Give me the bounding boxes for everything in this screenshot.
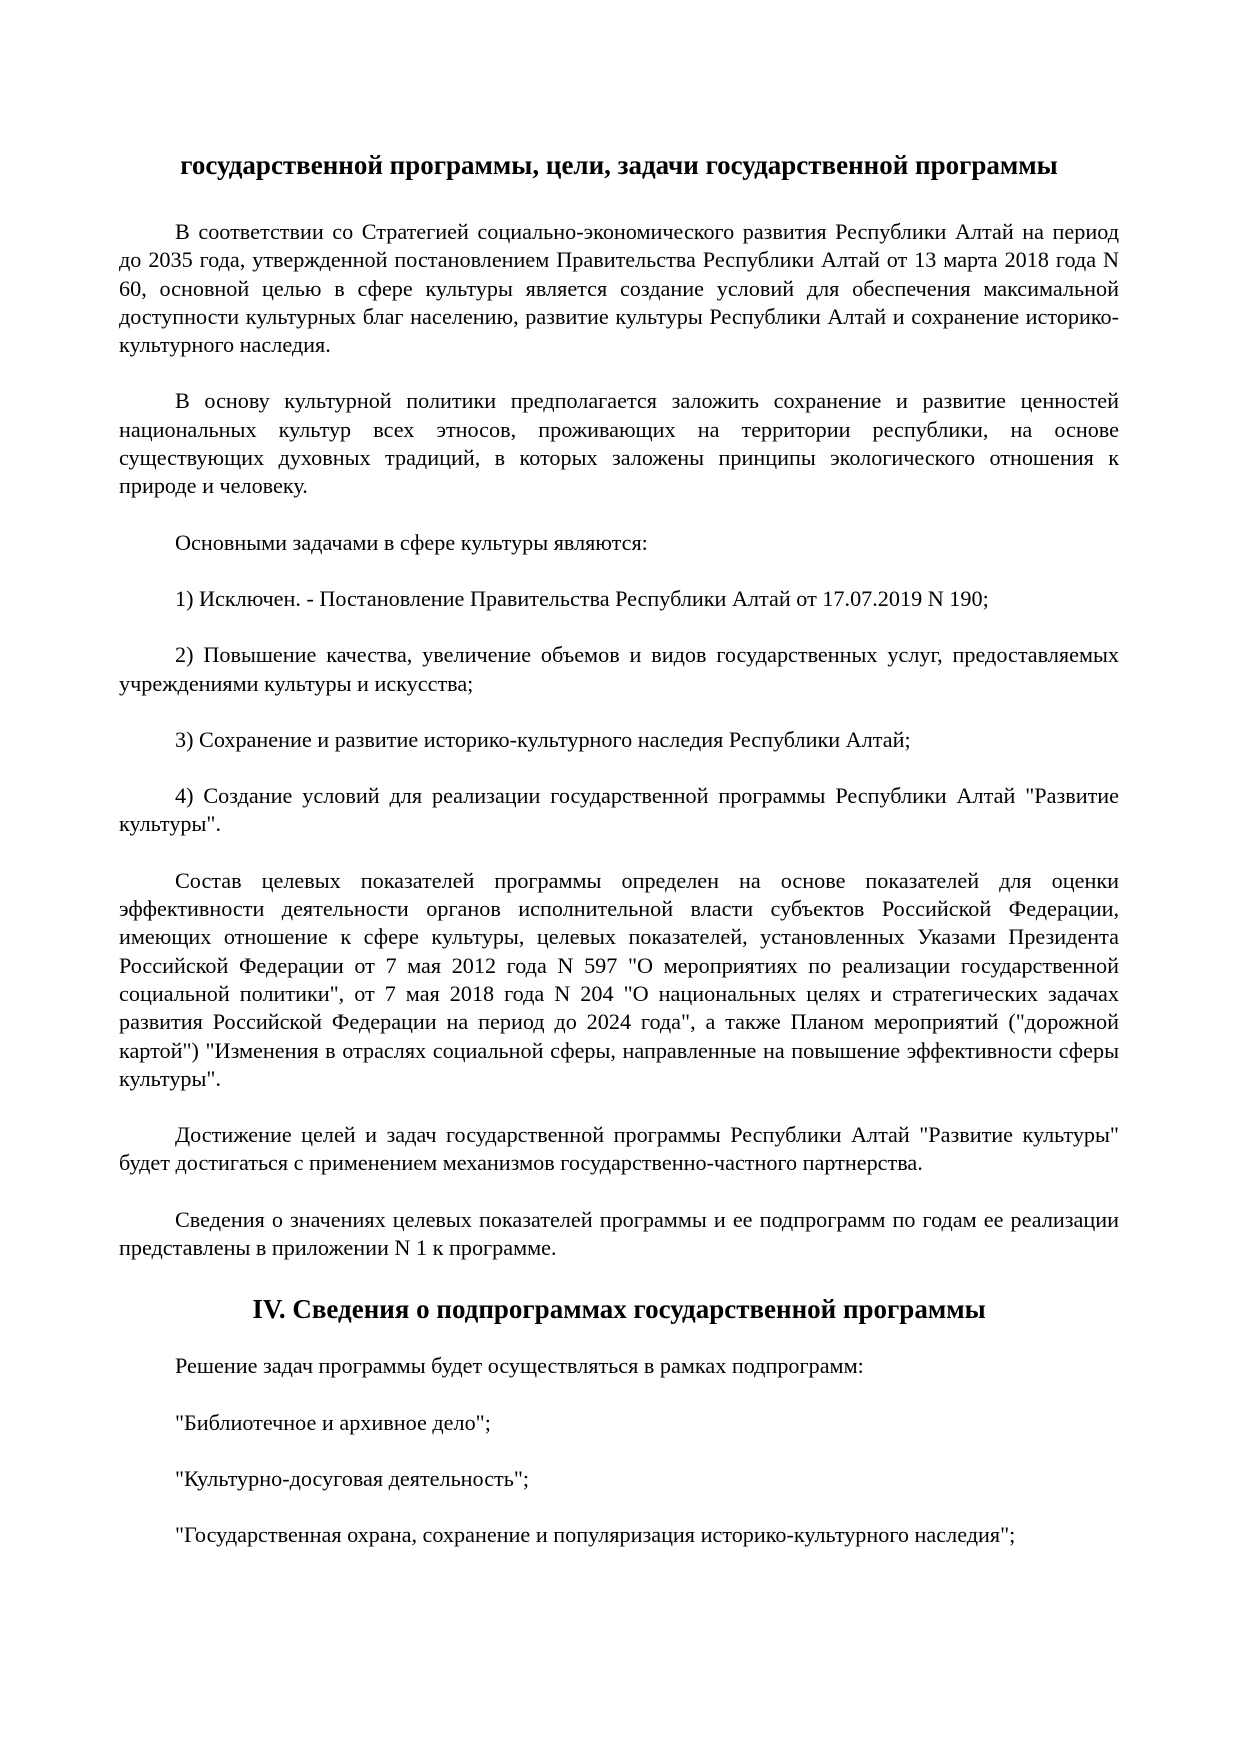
section-heading-continued: государственной программы, цели, задачи государственной программы — [180, 150, 1058, 180]
paragraph-indicators: Состав целевых показателей программы определен на основе показателей для оценки эффективности деятельности органов исполнительной власти субъектов Российской Федерации, имеющих отношение к сфере культуры, целевых показателей, установленных Указами Президента Российской Федерации от 7 мая 2012 года N 597 "О мероприятиях по реализации государственной социальной политики", от 7 мая 2018 года N 204 "О национальных целях и стратегических задачах развития Российской Федерации на период до 2024 года", а также Планом мероприятий ("дорожной картой") "Изменения в отраслях социальной сферы, направленные на повышение эффективности сферы культуры". — [119, 867, 1119, 1091]
task-item-4: 4) Создание условий для реализации государственной программы Республики Алтай "Развитие культуры". — [119, 783, 1119, 837]
subprogram-item-2: "Культурно-досуговая деятельность"; — [175, 1465, 530, 1491]
task-item-2: 2) Повышение качества, увеличение объемов и видов государственных услуг, предоставляемых учреждениями культуры и искусства; — [119, 642, 1119, 696]
task-item-3: 3) Сохранение и развитие историко-культурного наследия Республики Алтай; — [175, 726, 911, 752]
subprogram-item-3: "Государственная охрана, сохранение и популяризация историко-культурного наследия"; — [175, 1522, 1016, 1548]
paragraph-strategy: В соответствии со Стратегией социально-экономического развития Республики Алтай на период до 2035 года, утвержденной постановлением Правительства Республики Алтай от 13 марта 2018 года N 60, основной целью в сфере культуры является создание условий для обеспечения максимальной доступности культурных благ населению, развитие культуры Республики Алтай и сохранение историко-культурного наследия. — [119, 219, 1119, 358]
subprogram-item-1: "Библиотечное и архивное дело"; — [175, 1409, 491, 1435]
paragraph-appendix-reference: Сведения о значениях целевых показателей программы и ее подпрограмм по годам ее реализации представлены в приложении N 1 к программе. — [119, 1206, 1119, 1261]
paragraph-tasks-intro: Основными задачами в сфере культуры являются: — [175, 529, 648, 555]
section-heading-iv: IV. Сведения о подпрограммах государственной программы — [252, 1294, 986, 1325]
paragraph-cultural-policy: В основу культурной политики предполагается заложить сохранение и развитие ценностей национальных культур всех этносов, проживающих на территории республики, на основе существующих духовных традиций, в которых заложены принципы экологического отношения к природе и человеку. — [119, 388, 1119, 499]
document-page — [119, 148, 1119, 1550]
task-item-1: 1) Исключен. - Постановление Правительства Республики Алтай от 17.07.2019 N 190; — [175, 585, 989, 611]
paragraph-subprograms-intro: Решение задач программы будет осуществляться в рамках подпрограмм: — [175, 1353, 864, 1379]
paragraph-partnership: Достижение целей и задач государственной программы Республики Алтай "Развитие культуры" будет достигаться с применением механизмов государственно-частного партнерства. — [119, 1122, 1119, 1176]
